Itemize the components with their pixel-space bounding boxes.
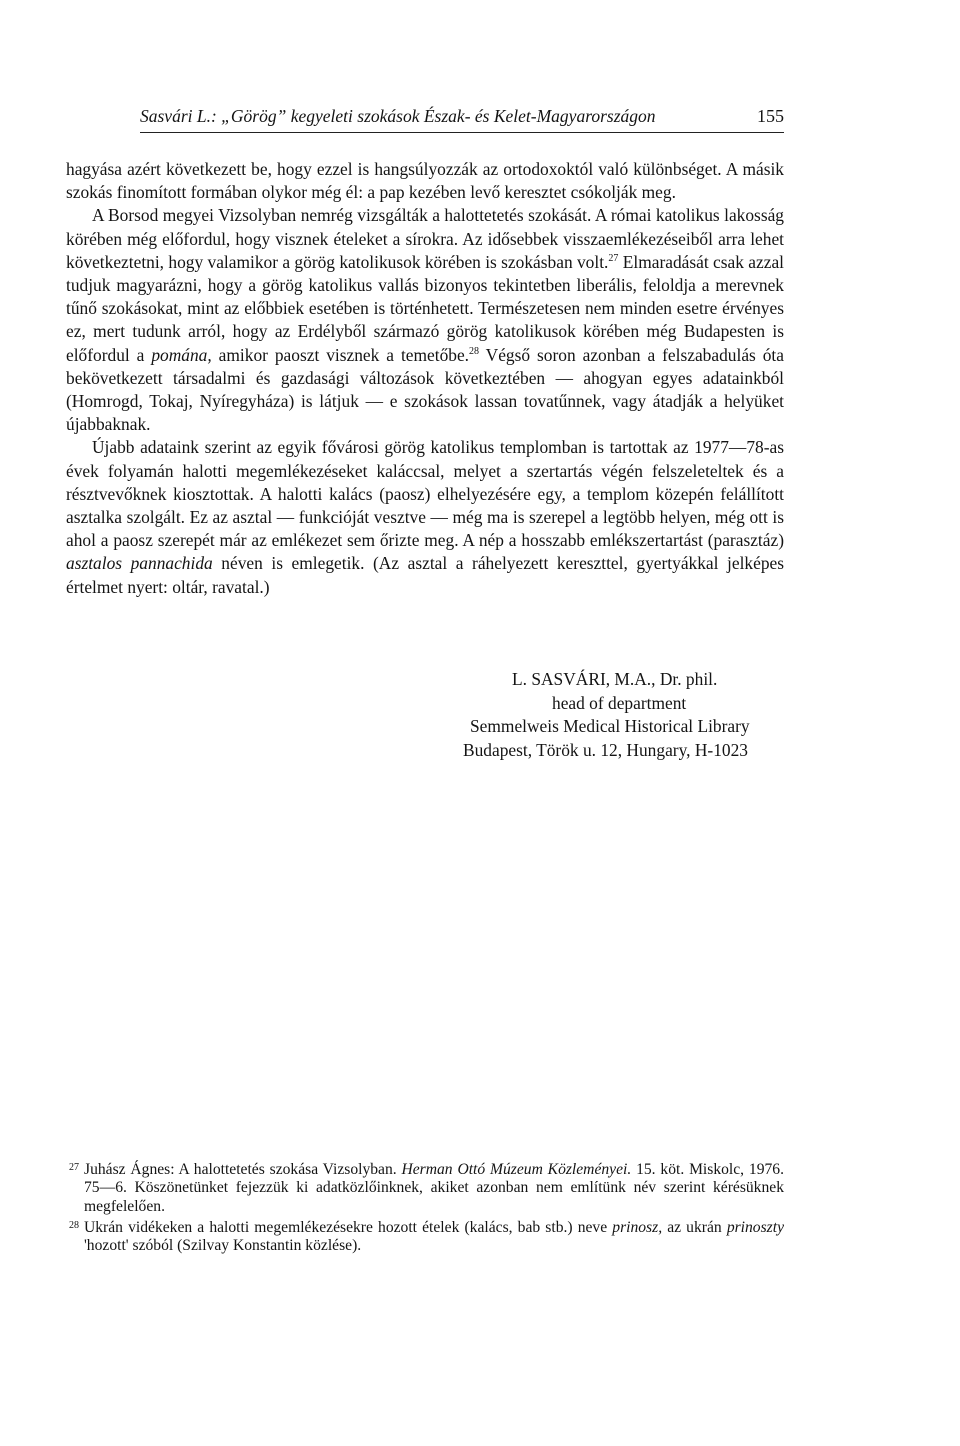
footnote-reference: 28	[469, 345, 480, 357]
author-title: head of department	[552, 692, 687, 713]
text-run: hagyása azért következett be, hogy ezzel is hangsúlyozzák az ortodoxoktól való különbséget. A másik szokás finomított formában olykor még él: a pap kezében levő keresztet csókolják meg.	[66, 159, 784, 203]
text-run: A Borsod megyei Vizsolyban nemrég vizsgálták a halottetetés szokását. A római katolikus lakosság körében még előfordul, hogy visznek ételeket a sírokra. Az idősebbek visszaemlékezéseiből arra lehet következtetni, hogy valamikor a görög katolikusok körében is szokásban volt.	[66, 205, 784, 272]
author-name: L. SASVÁRI, M.A., Dr. phil.	[512, 669, 718, 689]
author-signature	[460, 668, 790, 762]
footnotes	[69, 1161, 784, 1258]
paragraph-continued	[66, 158, 784, 204]
italic-term: pomána,	[151, 344, 212, 365]
author-address: Budapest, Török u. 12, Hungary, H-1023	[463, 739, 748, 760]
author-institution: Semmelweis Medical Historical Library	[470, 716, 750, 736]
paragraph-vizsoly	[66, 204, 784, 436]
italic-term: Herman Ottó Múzeum Közleményei.	[401, 1161, 632, 1178]
running-header	[140, 104, 784, 133]
page-number: 155	[757, 106, 784, 126]
footnote-text	[84, 1219, 784, 1254]
text-run: 15. köt. Miskolc, 1976. 75—6. Köszönetünket fejezzük ki adatközlőinknek, akiket azonban nem említünk név szerint kérésüknek megfelelően.	[84, 1161, 784, 1215]
italic-term: prinoszty	[726, 1218, 784, 1236]
italic-term: prinosz,	[612, 1218, 663, 1236]
footnote-mark: 28	[69, 1219, 79, 1231]
text-run: 'hozott' szóból (Szilvay Konstantin közlése).	[84, 1237, 362, 1255]
text-run: Végső soron azonban a felszabadulás óta bekövetkezett társadalmi és gazdasági változások következtében — ahogyan egyes adatainkból (Homrogd, Tokaj, Nyíregyháza) is látjuk — e szokások lassan tovatűnnek, vagy átadják a helyüket újabbaknak.	[66, 344, 784, 435]
text-run: Ukrán vidékeken a halotti megemlékezésekre hozott ételek (kalács, bab stb.) neve	[84, 1218, 613, 1236]
text-run: Juhász Ágnes: A halottetetés szokása Vizsolyban.	[84, 1161, 402, 1178]
paragraph-budapest	[66, 436, 784, 598]
italic-term: asztalos pannachida	[66, 553, 213, 574]
text-run: Újabb adataink szerint az egyik fővárosi görög katolikus templomban is tartottak az 1977—78-as évek folyamán halotti megemlékezéseket kaláccsal, melyet a szertartás végén felszeleteltek és a résztvevőknek kiosztottak. A halotti kalács (paosz) elhelyezésére egy, a templom közepén felállított asztalka szolgált. Ez az asztal — funkcióját vesztve — még ma is szerepel a legtöbb helyen, még ott is ahol a paosz szerepét már az emlékezet sem őrizte meg. A nép a hosszabb emlékszertartást (parasztáz)	[66, 437, 784, 551]
body-text	[66, 158, 784, 599]
text-run: Elmaradását csak azzal tudjuk magyarázni, hogy a görög katolikus vallás bizonyos tekintetben liberális, feloldja a merevnek tűnő szokásokat, mint az előbbiek esetében is történhetett. Természetesen nem minden esetre érvényes ez, mert tudunk arról, hogy az Erdélyből származó görög katolikusok körében még Budapesten is előfordul a	[66, 251, 785, 365]
footnote-mark: 27	[69, 1162, 79, 1173]
footnote-28	[69, 1218, 784, 1256]
text-run: az ukrán	[662, 1218, 727, 1236]
footnote-reference: 27	[608, 253, 619, 265]
text-run: amikor paoszt visznek a temetőbe.	[211, 344, 470, 365]
text-run: néven is emlegetik. (Az asztal a ráhelyezett kereszttel, gyertyákkal jelképes értelmet nyert: oltár, ravatal.)	[66, 553, 785, 597]
footnote-text	[84, 1161, 784, 1215]
running-title: Sasvári L.: „Görög” kegyeleti szokások Észak- és Kelet-Magyarországon	[140, 106, 656, 126]
footnote-27	[69, 1161, 784, 1216]
